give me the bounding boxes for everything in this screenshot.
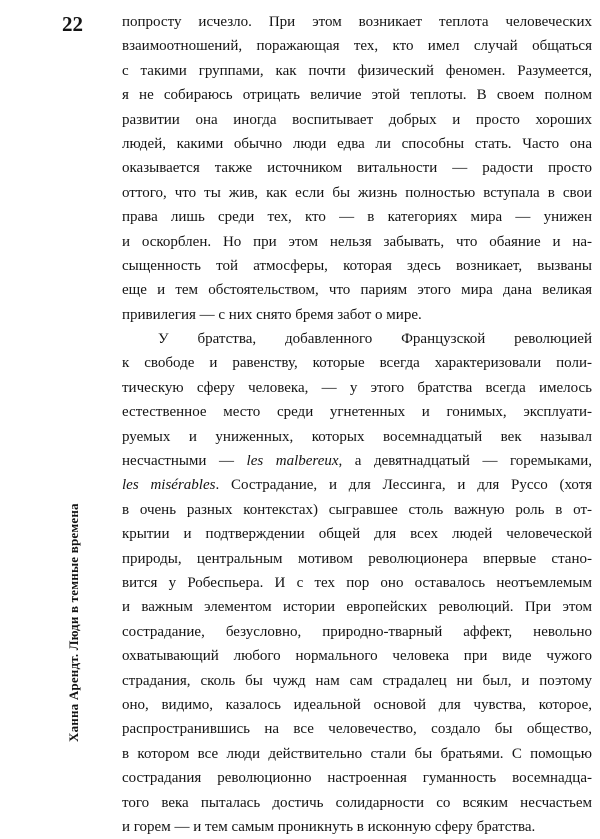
text-line: сострадания революционно настроенная гуманность восемнадца- bbox=[122, 770, 592, 787]
text-line: сострадание, безусловно, природно-тварный аффект, невольно bbox=[122, 623, 592, 640]
text-segment: . Сострадание, и для Лессинга, и для Руссо (хотя bbox=[215, 477, 592, 494]
text-line: руемых и униженных, которых восемнадцатый век называл bbox=[122, 428, 592, 445]
text-line: с такими группами, как почти физический феномен. Разумеется, bbox=[122, 62, 592, 79]
italic-term: les malbereux bbox=[246, 453, 339, 470]
text-line: я не собираюсь отрицать величие этой теплоты. В своем полном bbox=[122, 87, 592, 104]
text-line: охватывающий любого нормального человека при виде чужого bbox=[122, 648, 592, 665]
text-line: оказывается также источником витальности — радости просто bbox=[122, 160, 592, 177]
text-line: людей, какими обычно люди едва ли способны стать. Часто она bbox=[122, 135, 592, 152]
text-line: крытии и подтверждении общей для всех людей человеческой bbox=[122, 526, 592, 543]
text-segment: несчастными — bbox=[122, 453, 247, 470]
text-line: оттого, что ты жив, как если бы жизнь полностью вступала в свои bbox=[122, 184, 592, 201]
text-line: и важным элементом истории европейских революций. При этом bbox=[122, 599, 592, 616]
text-line: и горем — и тем самым проникнуть в исконную сферу братства. bbox=[122, 818, 536, 835]
text-segment: , а девятнадцатый — горемыками, bbox=[338, 453, 592, 470]
text-line: оно, видимо, казалось идеальной основой для чувства, которое, bbox=[122, 696, 592, 713]
text-line: развитии она иногда воспитывает добрых и просто хороших bbox=[122, 111, 592, 128]
text-line: привилегия — с них снято бремя забот о мире. bbox=[122, 306, 422, 323]
text-line bbox=[122, 449, 592, 473]
text-line: тическую сферу человека, — у этого братства всегда имелось bbox=[122, 379, 592, 396]
text-line: права лишь среди тех, кто — в категориях мира — унижен bbox=[122, 209, 592, 226]
text-line: и оскорблен. Но при этом нельзя забывать, что обаяние и на- bbox=[122, 233, 592, 250]
body-text bbox=[122, 10, 592, 839]
text-line: еще и тем обстоятельством, что париям этого мира дана великая bbox=[122, 282, 592, 299]
text-line: взаимоотношений, поражающая тех, кто имел случай общаться bbox=[122, 38, 592, 55]
text-line: вится у Робеспьера. И с тех пор оно оставалось неотъемлемым bbox=[122, 574, 592, 591]
text-line: в котором все люди действительно стали бы братьями. С помощью bbox=[122, 745, 592, 762]
text-line: сыщенность той атмосферы, которая здесь возникает, вызваны bbox=[122, 257, 592, 274]
text-line: того века пыталась достичь солидарности со всяким несчастьем bbox=[122, 794, 592, 811]
text-line: природы, центральным мотивом революционера впервые стано- bbox=[122, 550, 592, 567]
italic-term: les misérables bbox=[122, 477, 216, 494]
text-line: естественное место среди угнетенных и гонимых, эксплуати- bbox=[122, 404, 592, 421]
text-line: в очень разных контекстах) сыгравшее столь важную роль в от- bbox=[122, 501, 592, 518]
page-number: 22 bbox=[62, 12, 83, 36]
text-line: распространившись на все человечество, создало бы общество, bbox=[122, 721, 592, 738]
text-line: страдания, сколь бы чужд нам сам страдалец ни был, и поэтому bbox=[122, 672, 592, 689]
text-line bbox=[122, 473, 592, 497]
text-line: попросту исчезло. При этом возникает теплота человеческих bbox=[122, 14, 592, 30]
running-head: Ханна Арендт. Люди в темные времена bbox=[66, 503, 81, 742]
text-line: к свободе и равенству, которые всегда характеризовали поли- bbox=[122, 355, 592, 372]
text-line: У братства, добавленного Французской революцией bbox=[158, 331, 592, 348]
